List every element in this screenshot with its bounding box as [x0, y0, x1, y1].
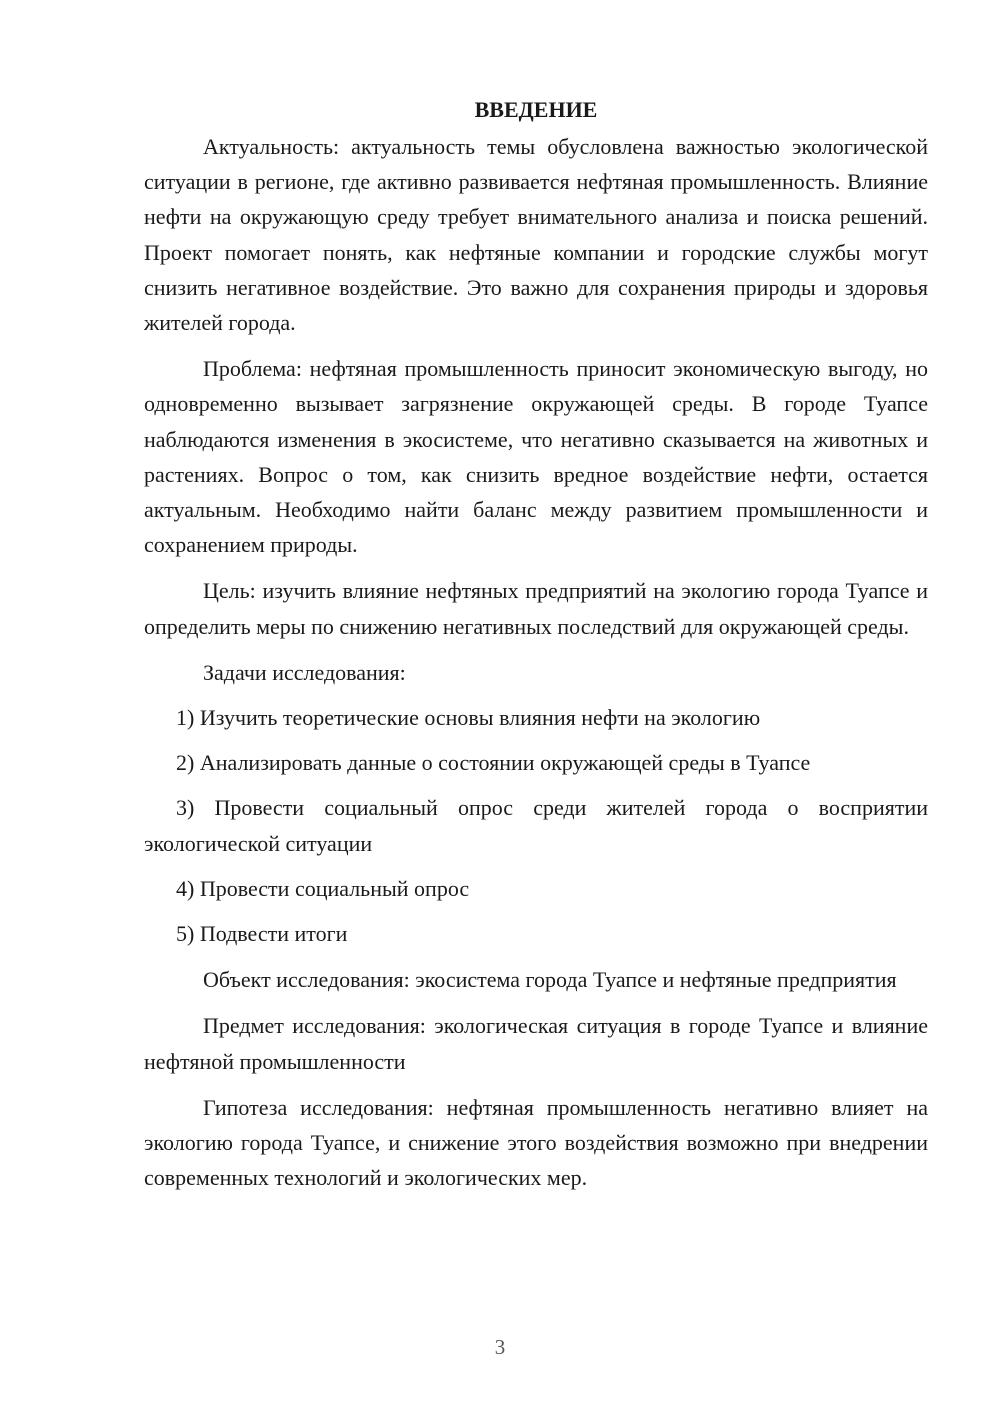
page-content: [144, 92, 928, 1195]
paragraph-object: Объект исследования: экосистема города Туапсе и нефтяные предприятия: [203, 967, 897, 993]
paragraph-problem: Проблема: нефтяная промышленность приносит экономическую выгоду, но одновременно вызывает загрязнение окружающей среды. В городе Туапсе наблюдаются изменения в экосистеме, что негативно сказывается на животных и растениях. Вопрос о том, как снизить вредное воздействие нефти, остается актуальным. Необходимо найти баланс между развитием промышленности и сохранением природы.: [144, 356, 928, 558]
task-item-4: 4) Провести социальный опрос: [176, 875, 470, 901]
paragraph-relevance: Актуальность: актуальность темы обусловлена важностью экологической ситуации в регионе, где активно развивается нефтяная промышленность. Влияние нефти на окружающую среду требует внимательного анализа и поиска решений. Проект помогает понять, как нефтяные компании и городские службы могут снизить негативное воздействие. Это важно для сохранения природы и здоровья жителей города.: [144, 134, 928, 336]
section-title: ВВЕДЕНИЕ: [474, 97, 598, 122]
paragraph-hypothesis: Гипотеза исследования: нефтяная промышленность негативно влияет на экологию города Туапсе, и снижение этого воздействия возможно при внедрении современных технологий и экологических мер.: [144, 1094, 928, 1191]
paragraph-goal: Цель: изучить влияние нефтяных предприятий на экологию города Туапсе и определить меры по снижению негативных последствий для окружающей среды.: [144, 578, 928, 639]
task-item-2: 2) Анализировать данные о состоянии окружающей среды в Туапсе: [176, 750, 811, 776]
page-number: 3: [494, 1335, 506, 1359]
task-item-1: 1) Изучить теоретические основы влияния нефти на экологию: [176, 705, 761, 731]
task-item-5: 5) Подвести итоги: [176, 921, 348, 947]
tasks-heading: Задачи исследования:: [203, 659, 406, 685]
paragraph-subject: Предмет исследования: экологическая ситуация в городе Туапсе и влияние нефтяной промышленности: [144, 1013, 928, 1074]
task-item-3: 3) Провести социальный опрос среди жителей города о восприятии экологической ситуации: [144, 795, 928, 856]
